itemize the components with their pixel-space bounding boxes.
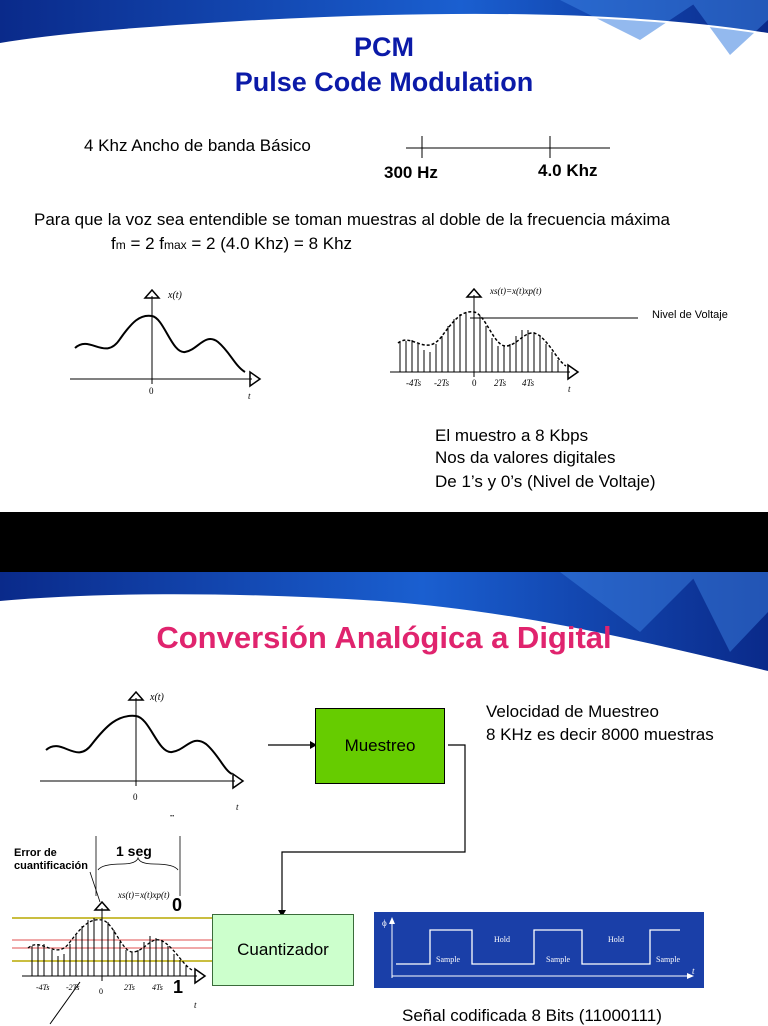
band-low-label: 300 Hz [384, 163, 438, 182]
note-line-2: Nos da valores digitales [435, 448, 616, 467]
sample-label-3: Sample [656, 955, 680, 964]
analog-input-graph [30, 686, 250, 821]
tick-zero: 0 [472, 378, 477, 388]
graph-ylabel: x(t) [168, 290, 182, 301]
quantized-ylabel: xs(t)=x(t)xp(t) [118, 890, 170, 900]
q-tick-minus-2ts: -2Ts [66, 983, 80, 992]
phi-label: ϕ [382, 918, 387, 928]
slide-separator [0, 512, 768, 572]
q-xlabel: t [194, 1000, 197, 1010]
encoded-signal-text: Señal codificada 8 Bits (11000111) [402, 1006, 662, 1025]
cuantizador-label: Cuantizador [237, 940, 329, 959]
slide-pcm [0, 0, 768, 512]
tick-4ts: 4Ts [522, 378, 535, 388]
sampled-ylabel: xs(t)=x(t)xp(t) [490, 286, 542, 296]
bandwidth-text: 4 Khz Ancho de banda Básico [84, 136, 311, 155]
input-ylabel: x(t) [150, 692, 164, 703]
slide-title-2: Conversión Analógica a Digital [156, 620, 612, 655]
one-second-label: 1 seg [116, 843, 152, 859]
cuantizador-block[interactable] [212, 914, 354, 986]
sample-label-2: Sample [546, 955, 570, 964]
input-dots: •• [170, 814, 175, 820]
band-high-label: 4.0 Khz [538, 161, 598, 180]
hold-label-1: Hold [494, 935, 510, 944]
sampling-rate-line-2: 8 KHz es decir 8000 muestras [486, 725, 714, 744]
sample-hold-diagram [374, 912, 704, 988]
t-label: t [692, 966, 695, 976]
error-line-2: cuantificación [14, 860, 88, 872]
q-tick-zero: 0 [99, 987, 103, 996]
graph-xlabel: t [248, 391, 251, 401]
muestreo-block[interactable] [315, 708, 445, 784]
q-tick-minus-4ts: -4Ts [36, 983, 50, 992]
sample-label-1: Sample [436, 955, 460, 964]
analog-signal-graph [60, 284, 270, 404]
sampled-xlabel: t [568, 384, 571, 394]
voltage-pointer-line [470, 314, 640, 324]
tick-minus-2ts: -2Ts [434, 378, 450, 388]
muestreo-label: Muestreo [344, 736, 416, 755]
slide-title-acronym: PCM [354, 32, 414, 62]
tick-2ts: 2Ts [494, 378, 507, 388]
sampling-text: Para que la voz sea entendible se toman muestras al doble de la frecuencia máxima [34, 210, 670, 229]
q-tick-4ts: 4Ts [152, 983, 163, 992]
input-origin: 0 [133, 792, 138, 802]
note-line-3: De 1’s y 0’s (Nivel de Voltaje) [435, 472, 656, 491]
sampled-signal-graph [380, 280, 590, 400]
voltage-level-label: Nivel de Voltaje [652, 309, 728, 321]
quantized-signal-graph [12, 836, 222, 1024]
note-line-1: El muestro a 8 Kbps [435, 426, 589, 445]
error-line-1: Error de [14, 847, 57, 859]
q-tick-2ts: 2Ts [124, 983, 135, 992]
graph-origin: 0 [149, 386, 154, 396]
nyquist-formula: fm = 2 fmax = 2 (4.0 Khz) = 8 Khz [111, 234, 353, 253]
level-zero-label: 0 [172, 895, 183, 915]
input-xlabel: t [236, 802, 239, 812]
level-one-label: 1 [173, 977, 184, 997]
hold-label-2: Hold [608, 935, 624, 944]
slide-title: Pulse Code Modulation [234, 67, 534, 97]
tick-minus-4ts: -4Ts [406, 378, 422, 388]
sampling-rate-line-1: Velocidad de Muestreo [486, 702, 659, 721]
